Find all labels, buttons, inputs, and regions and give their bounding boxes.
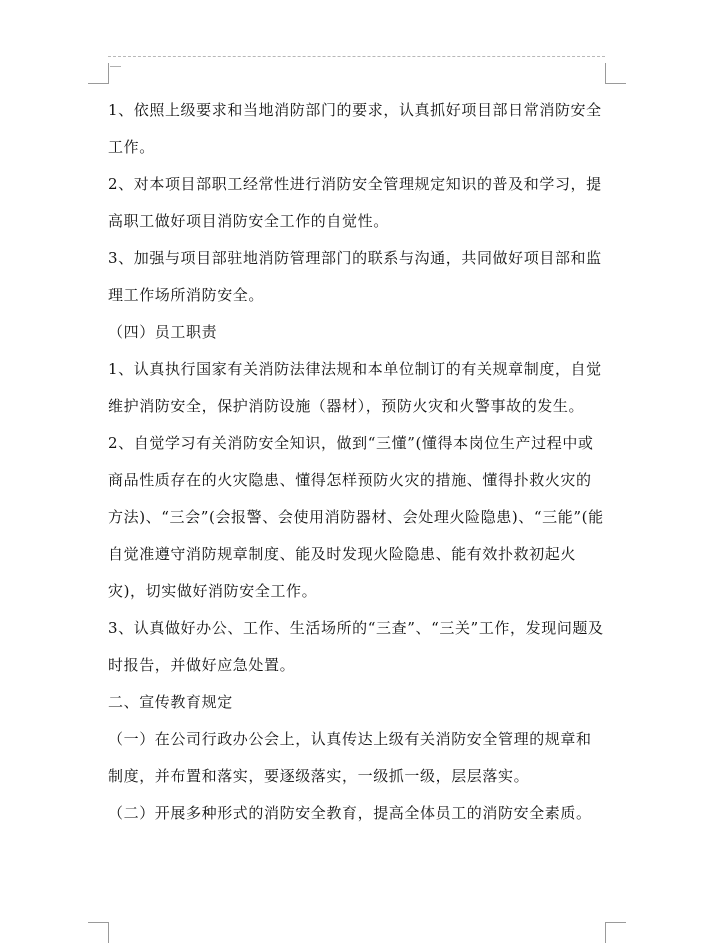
crop-mark-bottom-left-icon (88, 922, 109, 943)
header-divider (108, 56, 605, 57)
crop-mark-top-right-icon (605, 63, 626, 84)
paragraph-education-2: （二）开展多种形式的消防安全教育，提高全体员工的消防安全素质。 (108, 804, 592, 822)
section-heading-staff-duties: （四）员工职责 (108, 323, 218, 341)
paragraph-duty-2: 2、对本项目部职工经常性进行消防安全管理规定知识的普及和学习，提高职工做好项目消防安全工作的自觉性。 (108, 175, 602, 230)
paragraph-staff-3: 3、认真做好办公、工作、生活场所的“三查”、“三关”工作，发现问题及时报告，并做好应急处置。 (108, 619, 604, 674)
paragraph-staff-1: 1、认真执行国家有关消防法律法规和本单位制订的有关规章制度，自觉维护消防安全，保护消防设施（器材），预防火灾和火警事故的发生。 (108, 360, 602, 415)
crop-mark-top-left-icon (88, 63, 109, 84)
paragraph-duty-1: 1、依照上级要求和当地消防部门的要求，认真抓好项目部日常消防安全工作。 (108, 101, 602, 156)
section-heading-education: 二、宣传教育规定 (108, 693, 233, 711)
crop-mark-bottom-right-icon (605, 922, 626, 943)
paragraph-education-1: （一）在公司行政办公会上，认真传达上级有关消防安全管理的规章和制度，并布置和落实，要逐级落实，一级抓一级，层层落实。 (108, 730, 592, 785)
paragraph-staff-2: 2、自觉学习有关消防安全知识，做到“三懂”(懂得本岗位生产过程中或商品性质存在的火灾隐患、懂得怎样预防火灾的措施、懂得扑救火灾的方法)、“三会”(会报警、会使用消防器材、会处理火险隐患)、“三能”(能自觉准遵守消防规章制度、能及时发现火险隐患、能有效扑救初起火灾)，切实做好消防安全工作。 (108, 434, 604, 600)
paragraph-duty-3: 3、加强与项目部驻地消防管理部门的联系与沟通，共同做好项目部和监理工作场所消防安全。 (108, 249, 602, 304)
cursor-mark-icon (110, 66, 121, 67)
document-body[interactable] (108, 92, 605, 832)
